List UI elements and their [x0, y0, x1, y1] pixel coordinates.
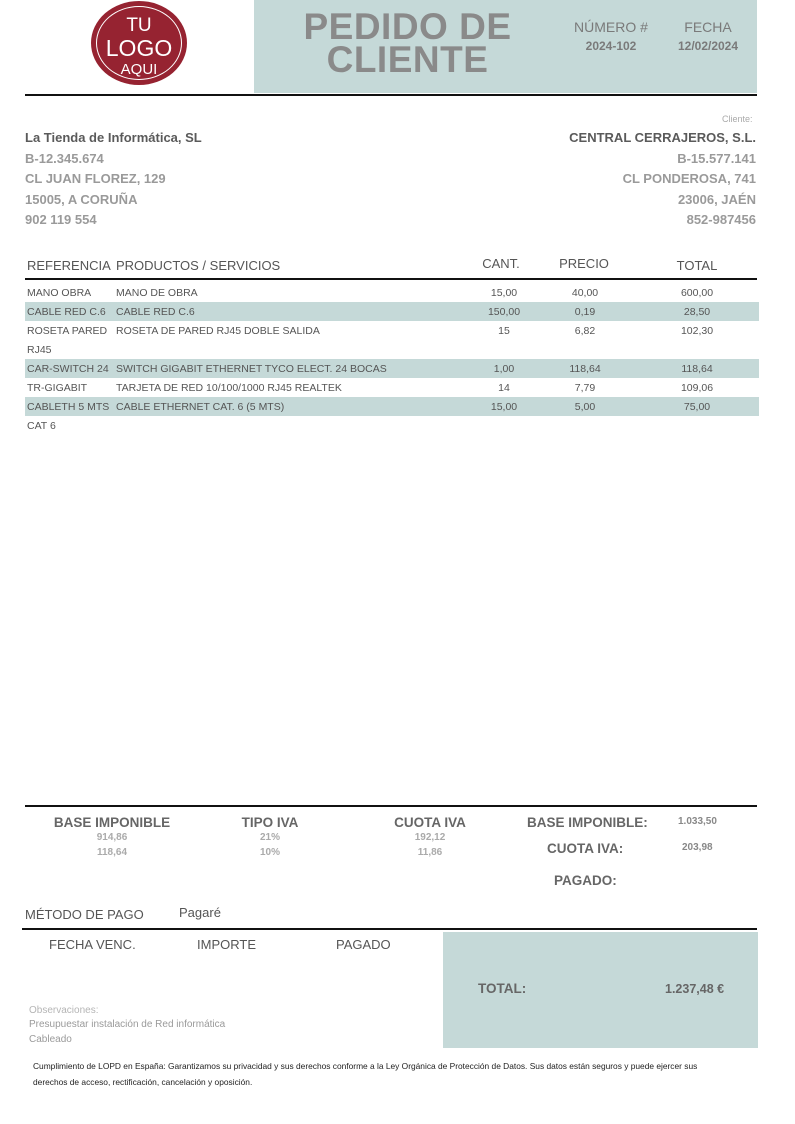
client-tax-id: B-15.577.141 [677, 150, 756, 166]
col-header-total: TOTAL [676, 258, 718, 273]
row-reference: CAT 6 [27, 420, 56, 432]
row-total: 75,00 [683, 401, 711, 413]
seller-name: La Tienda de Informática, SL [25, 130, 202, 145]
row-description: CABLE ETHERNET CAT. 6 (5 MTS) [116, 401, 285, 413]
row-quantity: 14 [498, 382, 510, 394]
seller-address: CL JUAN FLOREZ, 129 [25, 171, 166, 186]
tax-quota-header: CUOTA IVA [394, 815, 466, 830]
col-header-reference: REFERENCIA [27, 258, 111, 273]
row-total: 102,30 [680, 325, 714, 337]
logo-text-line3: AQUI [120, 61, 158, 78]
document-title-line2: CLIENTE [326, 39, 489, 80]
seller-city: 15005, A CORUÑA [25, 191, 138, 207]
row-reference: CAR-SWITCH 24 [27, 363, 109, 375]
payment-method-label: MÉTODO DE PAGO [25, 907, 144, 922]
table-row [25, 359, 759, 378]
notes-line2: Cableado [29, 1034, 72, 1045]
document-title [290, 6, 525, 80]
company-logo [92, 2, 186, 84]
tax-line-base: 914,86 [96, 832, 128, 843]
due-date-header: FECHA VENC. [49, 937, 136, 952]
row-quantity: 1,00 [493, 363, 515, 375]
row-description: TARJETA DE RED 10/100/1000 RJ45 REALTEK [116, 382, 342, 394]
order-date-label: FECHA [684, 19, 732, 35]
row-price: 5,00 [574, 401, 596, 413]
table-row [25, 283, 759, 302]
total-label: TOTAL: [478, 981, 527, 996]
order-date-value: 12/02/2024 [677, 39, 739, 53]
row-reference: RJ45 [27, 344, 52, 356]
seller-block [25, 128, 202, 231]
row-description: SWITCH GIGABIT ETHERNET TYCO ELECT. 24 BOCAS [116, 363, 387, 375]
col-header-price: PRECIO [559, 256, 609, 271]
row-reference: ROSETA PARED [27, 325, 108, 337]
tax-line-rate: 10% [259, 847, 280, 858]
document-title-line1: PEDIDO DE [303, 6, 512, 47]
logo-text-line1: TU [126, 15, 152, 36]
logo-text-line2: LOGO [105, 35, 173, 61]
header-divider [25, 94, 757, 96]
row-total: 28,50 [683, 306, 711, 318]
row-reference: MANO OBRA [27, 287, 92, 299]
row-price: 7,79 [574, 382, 596, 394]
totals-divider [25, 805, 757, 807]
row-price: 6,82 [574, 325, 596, 337]
summary-quota-value: 203,98 [682, 842, 713, 853]
col-header-description: PRODUCTOS / SERVICIOS [116, 258, 281, 273]
table-header-divider [25, 278, 757, 280]
row-reference: CABLE RED C.6 [27, 306, 106, 318]
summary-quota-label: CUOTA IVA: [547, 841, 624, 856]
summary-base-value: 1.033,50 [678, 816, 717, 827]
tax-line-base: 118,64 [96, 847, 128, 858]
row-price: 0,19 [574, 306, 596, 318]
row-quantity: 15 [498, 325, 510, 337]
payment-method-value: Pagaré [179, 905, 221, 920]
row-description: CABLE RED C.6 [116, 306, 195, 318]
row-quantity: 15,00 [490, 287, 518, 299]
client-address: CL PONDEROSA, 741 [622, 171, 756, 186]
tax-base-header: BASE IMPONIBLE [53, 815, 171, 830]
row-price: 40,00 [571, 287, 599, 299]
summary-paid-label: PAGADO: [554, 873, 617, 888]
payment-divider [22, 928, 757, 930]
order-number-label: NÚMERO # [574, 19, 648, 35]
row-total: 600,00 [680, 287, 714, 299]
paid-header: PAGADO [336, 937, 391, 952]
tax-line-quota: 11,86 [417, 847, 443, 858]
table-row [25, 378, 759, 397]
tax-line-quota: 192,12 [414, 832, 446, 843]
notes-label: Observaciones: [29, 1005, 99, 1016]
row-description: MANO DE OBRA [116, 287, 198, 299]
row-quantity: 15,00 [490, 401, 518, 413]
summary-base-label: BASE IMPONIBLE: [527, 815, 648, 830]
notes-line1: Presupuestar instalación de Red informática [29, 1019, 226, 1030]
legal-notice-line2: derechos de acceso, rectificación, cancelación y oposición. [33, 1077, 253, 1087]
table-row [25, 340, 759, 359]
client-city: 23006, JAÉN [677, 191, 756, 207]
row-quantity: 150,00 [487, 306, 521, 318]
client-label: Cliente: [722, 114, 753, 124]
tax-rate-header: TIPO IVA [241, 815, 299, 830]
row-total: 118,64 [681, 363, 713, 375]
table-row [25, 416, 759, 435]
row-total: 109,06 [680, 382, 714, 394]
client-phone: 852-987456 [686, 212, 756, 227]
row-reference: TR-GIGABIT [27, 382, 88, 394]
seller-tax-id: B-12.345.674 [25, 150, 104, 166]
row-reference: CABLETH 5 MTS [27, 401, 110, 413]
col-header-quantity: CANT. [482, 256, 520, 271]
table-row [25, 321, 759, 340]
row-description: ROSETA DE PARED RJ45 DOBLE SALIDA [116, 325, 320, 337]
client-name: CENTRAL CERRAJEROS, S.L. [569, 130, 756, 145]
tax-line-rate: 21% [259, 832, 280, 843]
legal-notice-line1: Cumplimiento de LOPD en España: Garantizamos su privacidad y sus derechos conforme a la Ley Orgánica de Protección de Datos. Sus datos están seguros y puede ejercer sus [33, 1061, 698, 1071]
row-price: 118,64 [569, 363, 601, 375]
table-row [25, 302, 759, 321]
total-value: 1.237,48 € [665, 982, 725, 996]
client-block [569, 128, 756, 231]
seller-phone: 902 119 554 [25, 212, 97, 227]
amount-header: IMPORTE [197, 937, 256, 952]
order-number-value: 2024-102 [585, 39, 637, 53]
table-row [25, 397, 759, 416]
